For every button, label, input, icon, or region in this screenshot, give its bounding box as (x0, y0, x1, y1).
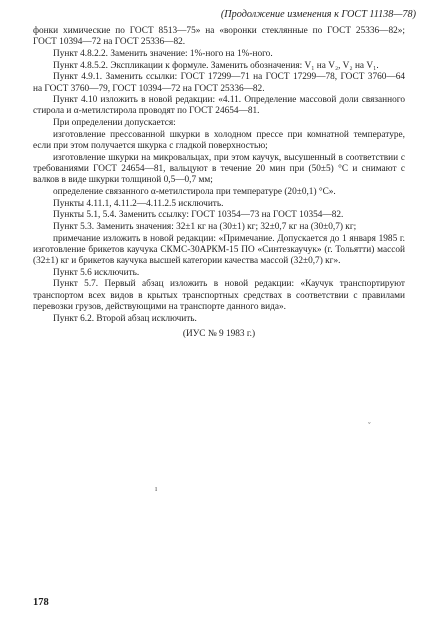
paragraph: изготовление шкурки на микровальцах, при этом каучук, высушенный в соответствии с требованиями ГОСТ 24654—81, вальцуют в течение 20 мин при (50±5) °С и снимают с валков в виде шкурки толщиной 0,5—0,7 мм; (33, 152, 405, 186)
paragraph: Пункты 5.1, 5.4. Заменить ссылку: ГОСТ 10354—73 на ГОСТ 10354—82. (53, 210, 344, 221)
paragraph: фонки химические по ГОСТ 8513—75» на «воронки стеклянные по ГОСТ 25336—82»; ГОСТ 10394—72 на ГОСТ 25336—82. (33, 26, 405, 48)
scan-mark: ˇ (368, 421, 371, 430)
paragraph: Пункт 4.9.1. Заменить ссылки: ГОСТ 17299—71 на ГОСТ 17299—78, ГОСТ 3760—64 на ГОСТ 3760—79, ГОСТ 10394—72 на ГОСТ 25336—82. (33, 72, 405, 94)
document-body (33, 26, 405, 340)
paragraph: При определении допускается: (53, 118, 176, 129)
paragraph: Пункт 5.6 исключить. (53, 267, 140, 278)
paragraph: примечание изложить в новой редакции: «Примечание. Допускается до 1 января 1985 г. изготовление брикетов каучука СКМС-30АРКМ-15 ПО «Синтезкаучук» (г. Тольятти) массой (32±1) кг и брикетов каучука высшей категории качества массой (32±0,7) кг». (33, 233, 405, 267)
source-note: (ИУС № 9 1983 г.) (182, 328, 256, 339)
paragraph: Пункт 4.8.2.2. Заменить значение: 1%-ного на 1%-ного. (53, 48, 273, 59)
paragraph: Пункт 4.10 изложить в новой редакции: «4.11. Определение массовой доли связанного стирола и α-метилстирола проводят по ГОСТ 24654—81. (33, 95, 405, 117)
paragraph: Пункт 6.2. Второй абзац исключить. (53, 313, 197, 324)
paragraph: изготовление прессованной шкурки в холодном прессе при комнатной температуре, если при этом получается шкурка с гладкой поверхностью; (33, 129, 405, 152)
paragraph: определение связанного α-метилстирола при температуре (20±0,1) °С». (53, 186, 336, 197)
paragraph: Пункты 4.11.1, 4.11.2—4.11.2.5 исключить. (53, 198, 224, 209)
page-header: (Продолжение изменения к ГОСТ 11138—78) (220, 9, 416, 20)
paragraph: Пункт 4.8.5.2. Экспликации к формуле. Заменить обозначения: V₁ на V₂, V₂ на V₁. (53, 60, 379, 71)
scan-mark: ı (155, 484, 158, 493)
paragraph: Пункт 5.7. Первый абзац изложить в новой редакции: «Каучук транспортируют транспортом всех видов в крытых транспортных средствах в соответствии с правилами перевозки грузов, действующими на транспорте данного вида». (33, 279, 405, 312)
paragraph: Пункт 5.3. Заменить значения: 32±1 кг на (30±1) кг; 32±0,7 кг на (30±0,7) кг; (53, 221, 357, 232)
page-number: 178 (33, 597, 49, 608)
